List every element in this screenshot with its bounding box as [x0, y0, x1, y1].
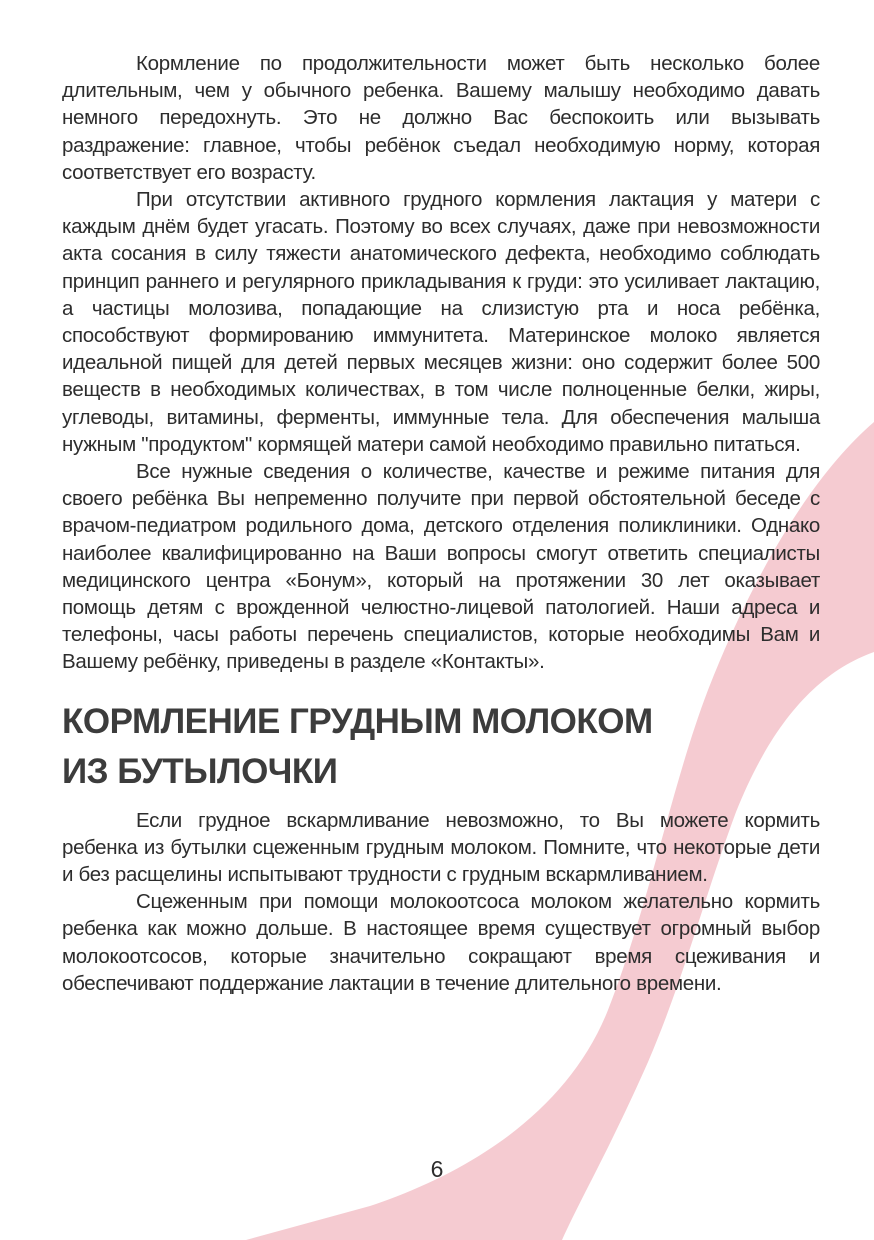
paragraph-lactation: При отсутствии активного грудного кормления лактация у матери с каждым днём будет угасать. Поэтому во всех случаях, даже при невозможности акта сосания в силу тяжести анатомического дефекта, необходимо соблюдать принцип раннего и регулярного прикладывания к груди: это усиливает лактацию, а частицы молозива, попадающие на слизистую рта и носа ребёнка, способствуют формированию иммунитета. Материнское молоко является идеальной пищей для детей первых месяцев жизни: оно содержит более 500 веществ в необходимых количествах, в том числе полноценные белки, жиры, углеводы, витамины, ферменты, иммунные тела. Для обеспечения малыша нужным "продуктом" кормящей матери самой необходимо правильно питаться.: [62, 188, 820, 456]
section-heading: [62, 697, 820, 797]
paragraph-breast-pump: Сцеженным при помощи молокоотсоса молоком желательно кормить ребенка как можно дольше. В настоящее время существует огромный выбор молокоотсосов, которые значительно сокращают время сцеживания и обеспечивают поддержание лактации в течение длительного времени.: [62, 890, 820, 995]
paragraph-feeding-duration: Кормление по продолжительности может быть несколько более длительным, чем у обычного ребенка. Вашему малышу необходимо давать немного передохнуть. Это не должно Вас беспокоить или вызывать раздражение: главное, чтобы ребёнок съедал необходимую норму, которая соответствует его возрасту.: [62, 52, 820, 184]
paragraph-nutrition-info: Все нужные сведения о количестве, качестве и режиме питания для своего ребёнка Вы непременно получите при первой обстоятельной беседе с врачом-педиатром родильного дома, детского отделения поликлиники. Однако наиболее квалифицированно на Ваши вопросы смогут ответить специалисты медицинского центра «Бонум», который на протяжении 30 лет оказывает помощь детям с врожденной челюстно-лицевой патологией. Наши адреса и телефоны, часы работы перечень специалистов, которые необходимы Вам и Вашему ребёнку, приведены в разделе «Контакты».: [62, 460, 820, 674]
page-number: 6: [430, 1156, 444, 1182]
section-heading-line2: ИЗ БУТЫЛОЧКИ: [62, 751, 338, 791]
section-heading-line1: КОРМЛЕНИЕ ГРУДНЫМ МОЛОКОМ: [62, 701, 653, 741]
paragraph-bottle-feeding: Если грудное вскармливание невозможно, то Вы можете кормить ребенка из бутылки сцеженным грудным молоком. Помните, что некоторые дети и без расщелины испытывают трудности с грудным вскармливанием.: [62, 808, 820, 887]
text-column: [62, 50, 820, 997]
